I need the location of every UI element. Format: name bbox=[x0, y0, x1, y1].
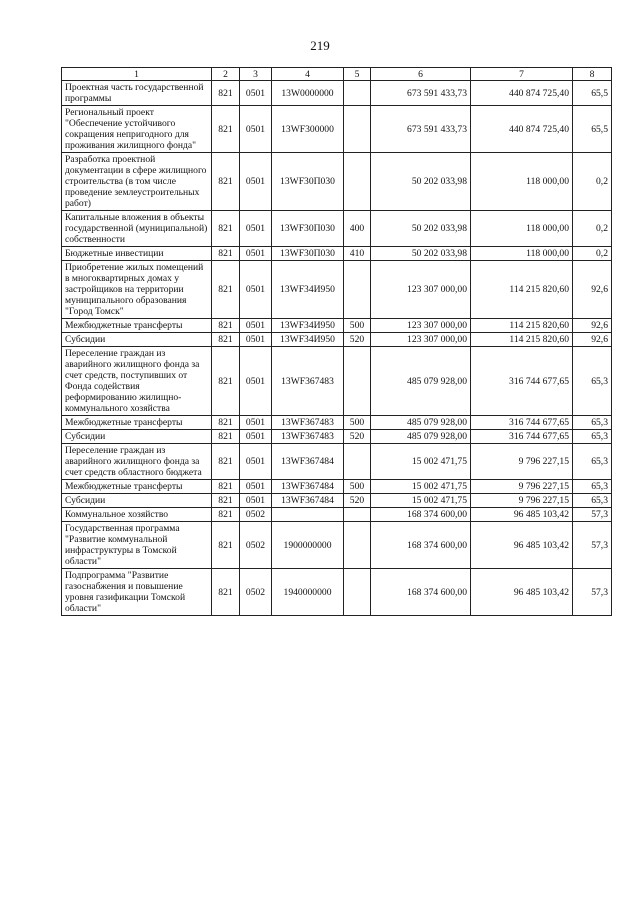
execution-percent-cell: 57,3 bbox=[573, 522, 612, 569]
table-row bbox=[62, 508, 612, 522]
section-code-cell: 0501 bbox=[240, 347, 272, 416]
target-article-cell: 13WF367484 bbox=[272, 480, 344, 494]
budget-table bbox=[61, 67, 612, 616]
execution-percent-cell: 0,2 bbox=[573, 211, 612, 247]
planned-amount-cell: 50 202 033,98 bbox=[371, 211, 471, 247]
table-body bbox=[62, 81, 612, 616]
planned-amount-cell: 673 591 433,73 bbox=[371, 81, 471, 106]
admin-code-cell: 821 bbox=[212, 569, 240, 616]
table-row bbox=[62, 153, 612, 211]
header-cell: 7 bbox=[471, 68, 573, 81]
admin-code-cell: 821 bbox=[212, 106, 240, 153]
section-code-cell: 0501 bbox=[240, 81, 272, 106]
executed-amount-cell: 114 215 820,60 bbox=[471, 261, 573, 319]
admin-code-cell: 821 bbox=[212, 247, 240, 261]
execution-percent-cell: 65,3 bbox=[573, 430, 612, 444]
expense-type-cell bbox=[344, 569, 371, 616]
execution-percent-cell: 92,6 bbox=[573, 333, 612, 347]
admin-code-cell: 821 bbox=[212, 261, 240, 319]
execution-percent-cell: 65,5 bbox=[573, 106, 612, 153]
executed-amount-cell: 114 215 820,60 bbox=[471, 319, 573, 333]
target-article-cell: 13WF367484 bbox=[272, 444, 344, 480]
target-article-cell: 13WF34И950 bbox=[272, 261, 344, 319]
planned-amount-cell: 485 079 928,00 bbox=[371, 347, 471, 416]
row-name-cell: Подпрограмма "Развитие газоснабжения и повышение уровня газификации Томской области" bbox=[62, 569, 212, 616]
executed-amount-cell: 440 874 725,40 bbox=[471, 106, 573, 153]
executed-amount-cell: 316 744 677,65 bbox=[471, 416, 573, 430]
execution-percent-cell: 65,5 bbox=[573, 81, 612, 106]
executed-amount-cell: 9 796 227,15 bbox=[471, 494, 573, 508]
executed-amount-cell: 316 744 677,65 bbox=[471, 430, 573, 444]
target-article-cell: 13WF34И950 bbox=[272, 333, 344, 347]
admin-code-cell: 821 bbox=[212, 416, 240, 430]
table-row bbox=[62, 211, 612, 247]
section-code-cell: 0501 bbox=[240, 211, 272, 247]
planned-amount-cell: 123 307 000,00 bbox=[371, 333, 471, 347]
row-name-cell: Приобретение жилых помещений в многоквартирных домах у застройщиков на территории муниципального образования "Город Томск" bbox=[62, 261, 212, 319]
execution-percent-cell: 92,6 bbox=[573, 319, 612, 333]
section-code-cell: 0501 bbox=[240, 416, 272, 430]
executed-amount-cell: 96 485 103,42 bbox=[471, 508, 573, 522]
executed-amount-cell: 9 796 227,15 bbox=[471, 480, 573, 494]
admin-code-cell: 821 bbox=[212, 508, 240, 522]
expense-type-cell: 500 bbox=[344, 319, 371, 333]
header-row bbox=[62, 68, 612, 81]
page-number: 219 bbox=[310, 38, 330, 53]
target-article-cell: 13WF34И950 bbox=[272, 319, 344, 333]
admin-code-cell: 821 bbox=[212, 480, 240, 494]
target-article-cell: 13W0000000 bbox=[272, 81, 344, 106]
section-code-cell: 0502 bbox=[240, 508, 272, 522]
target-article-cell: 13WF30П030 bbox=[272, 211, 344, 247]
execution-percent-cell: 92,6 bbox=[573, 261, 612, 319]
section-code-cell: 0501 bbox=[240, 480, 272, 494]
section-code-cell: 0501 bbox=[240, 106, 272, 153]
expense-type-cell bbox=[344, 81, 371, 106]
execution-percent-cell: 65,3 bbox=[573, 494, 612, 508]
planned-amount-cell: 168 374 600,00 bbox=[371, 569, 471, 616]
expense-type-cell: 400 bbox=[344, 211, 371, 247]
table-row bbox=[62, 347, 612, 416]
row-name-cell: Коммунальное хозяйство bbox=[62, 508, 212, 522]
table-row bbox=[62, 106, 612, 153]
section-code-cell: 0501 bbox=[240, 333, 272, 347]
executed-amount-cell: 96 485 103,42 bbox=[471, 522, 573, 569]
target-article-cell: 13WF300000 bbox=[272, 106, 344, 153]
execution-percent-cell: 65,3 bbox=[573, 416, 612, 430]
header-cell: 8 bbox=[573, 68, 612, 81]
expense-type-cell: 520 bbox=[344, 333, 371, 347]
header-cell: 2 bbox=[212, 68, 240, 81]
header-cell: 6 bbox=[371, 68, 471, 81]
planned-amount-cell: 50 202 033,98 bbox=[371, 153, 471, 211]
execution-percent-cell: 0,2 bbox=[573, 247, 612, 261]
expense-type-cell bbox=[344, 508, 371, 522]
row-name-cell: Разработка проектной документации в сфере жилищного строительства (в том числе проведение землеустроительных работ) bbox=[62, 153, 212, 211]
table-row bbox=[62, 333, 612, 347]
execution-percent-cell: 57,3 bbox=[573, 508, 612, 522]
admin-code-cell: 821 bbox=[212, 153, 240, 211]
expense-type-cell: 520 bbox=[344, 430, 371, 444]
table-row bbox=[62, 247, 612, 261]
execution-percent-cell: 0,2 bbox=[573, 153, 612, 211]
admin-code-cell: 821 bbox=[212, 81, 240, 106]
target-article-cell: 13WF30П030 bbox=[272, 153, 344, 211]
admin-code-cell: 821 bbox=[212, 494, 240, 508]
admin-code-cell: 821 bbox=[212, 430, 240, 444]
section-code-cell: 0501 bbox=[240, 430, 272, 444]
expense-type-cell: 410 bbox=[344, 247, 371, 261]
table-row bbox=[62, 569, 612, 616]
row-name-cell: Межбюджетные трансферты bbox=[62, 319, 212, 333]
executed-amount-cell: 114 215 820,60 bbox=[471, 333, 573, 347]
expense-type-cell bbox=[344, 522, 371, 569]
expense-type-cell bbox=[344, 347, 371, 416]
expense-type-cell: 520 bbox=[344, 494, 371, 508]
planned-amount-cell: 485 079 928,00 bbox=[371, 430, 471, 444]
section-code-cell: 0502 bbox=[240, 569, 272, 616]
expense-type-cell: 500 bbox=[344, 480, 371, 494]
admin-code-cell: 821 bbox=[212, 347, 240, 416]
executed-amount-cell: 440 874 725,40 bbox=[471, 81, 573, 106]
executed-amount-cell: 316 744 677,65 bbox=[471, 347, 573, 416]
target-article-cell: 1900000000 bbox=[272, 522, 344, 569]
header-cell: 1 bbox=[62, 68, 212, 81]
planned-amount-cell: 123 307 000,00 bbox=[371, 261, 471, 319]
expense-type-cell bbox=[344, 106, 371, 153]
planned-amount-cell: 15 002 471,75 bbox=[371, 480, 471, 494]
table-row bbox=[62, 261, 612, 319]
row-name-cell: Проектная часть государственной программы bbox=[62, 81, 212, 106]
admin-code-cell: 821 bbox=[212, 522, 240, 569]
row-name-cell: Капитальные вложения в объекты государственной (муниципальной) собственности bbox=[62, 211, 212, 247]
table-header bbox=[62, 68, 612, 81]
planned-amount-cell: 673 591 433,73 bbox=[371, 106, 471, 153]
target-article-cell: 13WF367483 bbox=[272, 416, 344, 430]
row-name-cell: Субсидии bbox=[62, 430, 212, 444]
row-name-cell: Субсидии bbox=[62, 333, 212, 347]
row-name-cell: Межбюджетные трансферты bbox=[62, 416, 212, 430]
table-row bbox=[62, 494, 612, 508]
row-name-cell: Субсидии bbox=[62, 494, 212, 508]
row-name-cell: Бюджетные инвестиции bbox=[62, 247, 212, 261]
executed-amount-cell: 118 000,00 bbox=[471, 153, 573, 211]
row-name-cell: Переселение граждан из аварийного жилищного фонда за счет средств, поступивших от Фонда содействия реформированию жилищно-коммунального хозяйства bbox=[62, 347, 212, 416]
planned-amount-cell: 168 374 600,00 bbox=[371, 508, 471, 522]
section-code-cell: 0502 bbox=[240, 522, 272, 569]
expense-type-cell bbox=[344, 261, 371, 319]
planned-amount-cell: 123 307 000,00 bbox=[371, 319, 471, 333]
row-name-cell: Региональный проект "Обеспечение устойчивого сокращения непригодного для проживания жилищного фонда" bbox=[62, 106, 212, 153]
table-row bbox=[62, 319, 612, 333]
planned-amount-cell: 50 202 033,98 bbox=[371, 247, 471, 261]
section-code-cell: 0501 bbox=[240, 247, 272, 261]
table-row bbox=[62, 444, 612, 480]
row-name-cell: Государственная программа "Развитие коммунальной инфраструктуры в Томской области" bbox=[62, 522, 212, 569]
executed-amount-cell: 118 000,00 bbox=[471, 247, 573, 261]
row-name-cell: Переселение граждан из аварийного жилищного фонда за счет средств областного бюджета bbox=[62, 444, 212, 480]
executed-amount-cell: 96 485 103,42 bbox=[471, 569, 573, 616]
execution-percent-cell: 65,3 bbox=[573, 347, 612, 416]
admin-code-cell: 821 bbox=[212, 319, 240, 333]
planned-amount-cell: 168 374 600,00 bbox=[371, 522, 471, 569]
row-name-cell: Межбюджетные трансферты bbox=[62, 480, 212, 494]
execution-percent-cell: 65,3 bbox=[573, 480, 612, 494]
target-article-cell: 13WF367484 bbox=[272, 494, 344, 508]
table-row bbox=[62, 522, 612, 569]
table-row bbox=[62, 480, 612, 494]
header-cell: 3 bbox=[240, 68, 272, 81]
executed-amount-cell: 9 796 227,15 bbox=[471, 444, 573, 480]
section-code-cell: 0501 bbox=[240, 153, 272, 211]
expense-type-cell bbox=[344, 444, 371, 480]
expense-type-cell bbox=[344, 153, 371, 211]
target-article-cell: 1940000000 bbox=[272, 569, 344, 616]
planned-amount-cell: 15 002 471,75 bbox=[371, 444, 471, 480]
expense-type-cell: 500 bbox=[344, 416, 371, 430]
target-article-cell bbox=[272, 508, 344, 522]
planned-amount-cell: 485 079 928,00 bbox=[371, 416, 471, 430]
executed-amount-cell: 118 000,00 bbox=[471, 211, 573, 247]
admin-code-cell: 821 bbox=[212, 333, 240, 347]
section-code-cell: 0501 bbox=[240, 444, 272, 480]
admin-code-cell: 821 bbox=[212, 444, 240, 480]
table-row bbox=[62, 416, 612, 430]
header-cell: 4 bbox=[272, 68, 344, 81]
execution-percent-cell: 65,3 bbox=[573, 444, 612, 480]
planned-amount-cell: 15 002 471,75 bbox=[371, 494, 471, 508]
execution-percent-cell: 57,3 bbox=[573, 569, 612, 616]
section-code-cell: 0501 bbox=[240, 494, 272, 508]
target-article-cell: 13WF367483 bbox=[272, 347, 344, 416]
target-article-cell: 13WF367483 bbox=[272, 430, 344, 444]
admin-code-cell: 821 bbox=[212, 211, 240, 247]
section-code-cell: 0501 bbox=[240, 319, 272, 333]
section-code-cell: 0501 bbox=[240, 261, 272, 319]
table-row bbox=[62, 430, 612, 444]
header-cell: 5 bbox=[344, 68, 371, 81]
table-row bbox=[62, 81, 612, 106]
target-article-cell: 13WF30П030 bbox=[272, 247, 344, 261]
